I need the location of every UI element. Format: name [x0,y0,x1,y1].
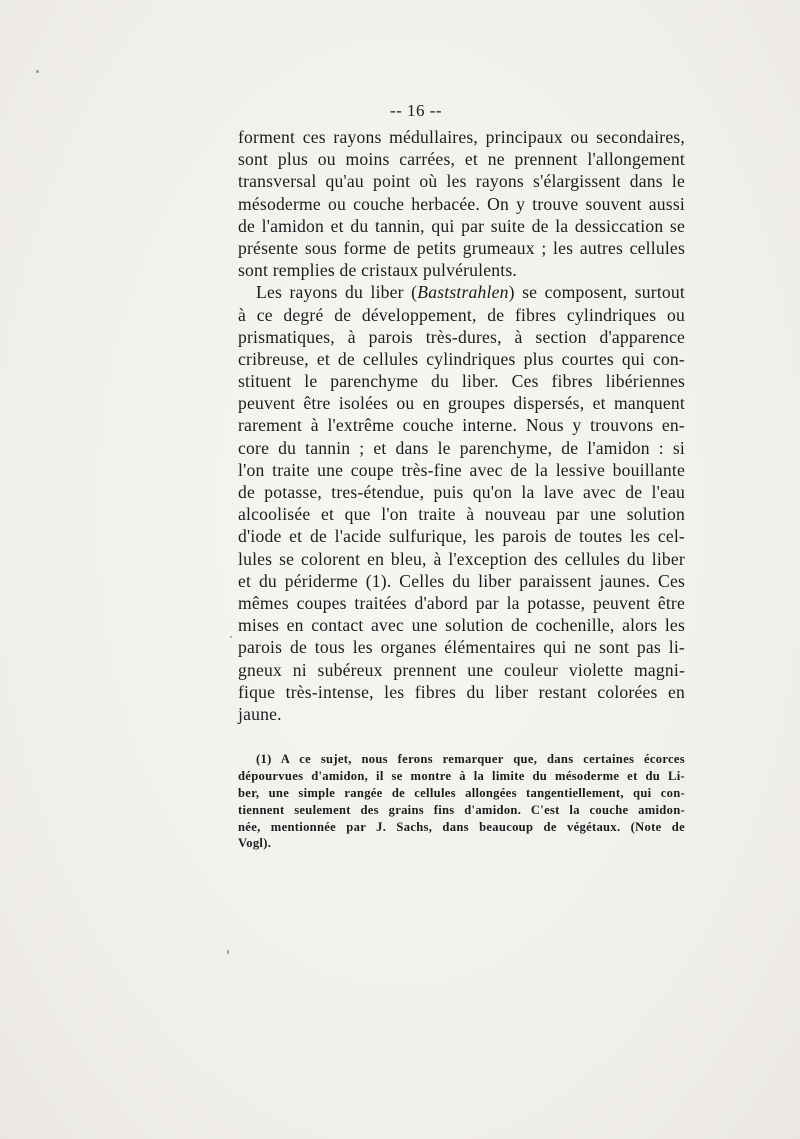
page-number: -- 16 -- [389,101,443,120]
footnote-line: née, mentionnée par J. Sachs, dans beaucoup de végétaux. (Note de [238,819,685,834]
footnote [238,751,685,852]
text-line: d'iode et de l'acide sulfurique, les parois de toutes les cel- [238,526,685,547]
paper-speck [230,636,232,638]
text-line: rarement à l'extrême couche interne. Nous y trouvons en- [238,415,685,436]
footnote-line: tiennent seulement des grains fins d'amidon. C'est la couche amidon- [238,802,685,817]
text-line: jaune. [238,703,282,724]
text-line: sont plus ou moins carrées, et ne prennent l'allongement [238,149,685,170]
text-line: gneux ni subéreux prennent une couleur violette magni- [238,659,685,680]
footnote-line: (1) A ce sujet, nous ferons remarquer que, dans certaines écorces [256,752,685,766]
text-line: à ce degré de développement, de fibres cylindriques ou [238,304,685,325]
paper-speck [227,950,229,954]
text-line: parois de tous les organes élémentaires qui ne sont pas li- [238,637,685,658]
text-line: mêmes coupes traitées d'abord par la potasse, peuvent être [238,592,685,613]
paper-speck [36,70,39,73]
text-line: de potasse, tres-étendue, puis qu'on la lave avec de l'eau [238,482,685,502]
text-line: l'on traite une coupe très-fine avec de la lessive bouillante [238,459,685,480]
text-line: alcoolisée et que l'on traite à nouveau par une solution [238,504,685,525]
footnote-line: Vogl). [238,836,272,851]
text-line: mésoderme ou couche herbacée. On y trouve souvent aussi [238,193,685,214]
text-line: cribreuse, et de cellules cylindriques plus courtes qui con- [238,348,685,369]
text-line: et du périderme (1). Celles du liber paraissent jaunes. Ces [238,570,685,591]
text-line: de l'amidon et du tannin, qui par suite de la dessiccation se [238,215,685,236]
text-line: mises en contact avec une solution de cochenille, alors les [238,615,685,636]
text-line: peuvent être isolées ou en groupes dispersés, et manquent [238,393,685,414]
text-line: présente sous forme de petits grumeaux ; les autres cellules [238,237,685,258]
italic-term: Baststrahlen [417,282,509,303]
text-line: stituent le parenchyme du liber. Ces fibres libériennes [238,371,685,392]
text-line: lules se colorent en bleu, à l'exception des cellules du liber [238,548,685,569]
text-line: core du tannin ; et dans le parenchyme, de l'amidon : si [238,437,685,458]
text-line: Les rayons du liber (Baststrahlen) se composent, surtout [256,282,686,303]
text-line: transversal qu'au point où les rayons s'élargissent dans le [238,171,685,192]
text-line: forment ces rayons médullaires, principaux ou secondaires, [238,127,685,147]
text-line: fique très-intense, les fibres du liber restant colorées en [238,681,685,702]
text-line: prismatiques, à parois très-dures, à section d'apparence [238,326,685,347]
footnote-line: dépourvues d'amidon, il se montre à la limite du mésoderme et du Li- [238,768,685,783]
footnote-line: ber, une simple rangée de cellules allongées tangentiellement, qui con- [238,785,685,800]
text-line: sont remplies de cristaux pulvérulents. [238,260,517,281]
body-text [238,126,685,725]
